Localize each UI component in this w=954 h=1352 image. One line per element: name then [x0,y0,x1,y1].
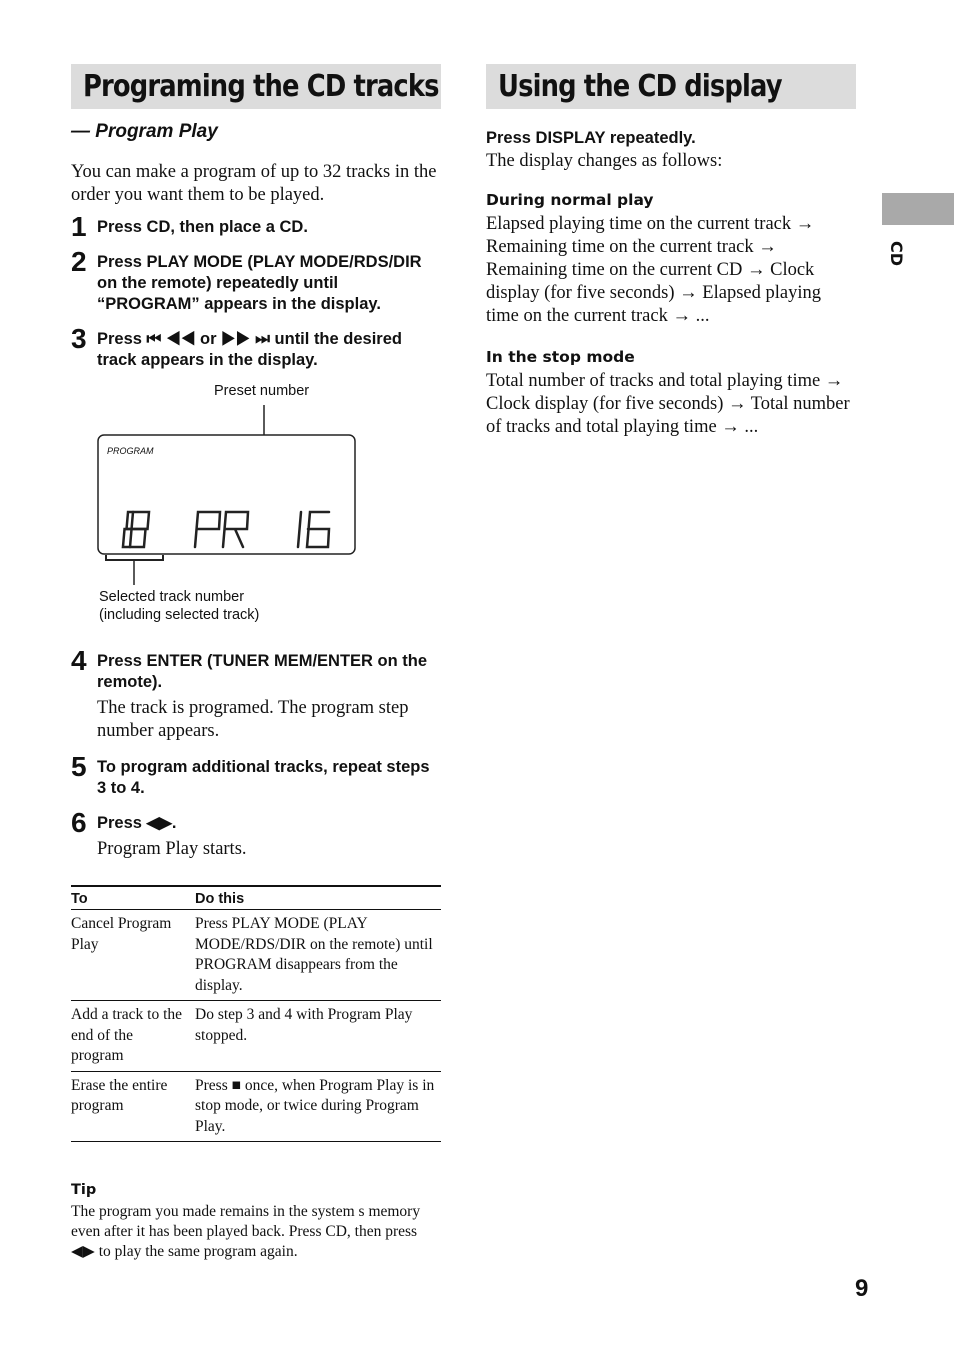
table-cell: Erase the entire program [71,1071,195,1142]
page-number: 9 [855,1275,869,1302]
step-number: 3 [71,323,87,354]
step-instruction: Press ⏮ ◀◀ or ▶▶ ⏭ until the desired track appears in the display. [97,330,402,369]
step-instruction: Press PLAY MODE (PLAY MODE/RDS/DIR on the remote) repeatedly until “PROGRAM” appears in the display. [97,253,422,313]
step-6 [71,807,441,861]
normal-play-sequence: Elapsed playing time on the current track → Remaining time on the current track → Remaining time on the current CD → Clock display (for five seconds) → Elapsed playing time on the current track → ... [486,214,821,326]
table-row [71,1071,441,1142]
table-header-to: To [71,886,195,910]
step-2 [71,246,441,315]
display-changes-text: The display changes as follows: [486,151,723,171]
tip-text: The program you made remains in the system s memory even after it has been played back. Press CD, then press ◀▶ to play the same program again. [71,1203,421,1260]
selected-track-label-line1: Selected track number [99,589,245,605]
section-title-cd-display: Using the CD display [486,64,856,109]
step-description: The track is programed. The program step number appears. [97,698,409,741]
table-header-row [71,886,441,910]
selected-track-label-line2: (including selected track) [99,607,260,623]
step-description: Program Play starts. [97,839,247,859]
lcd-program-indicator: PROGRAM [107,446,154,456]
press-display-instruction: Press DISPLAY repeatedly. [486,129,696,147]
step-instruction: Press CD, then place a CD. [97,218,308,236]
step-1 [71,211,441,242]
section-subtitle: — Program Play [71,121,218,142]
section-title-programing: Programing the CD tracks [71,64,441,109]
program-operations-table [71,885,441,1142]
table-row [71,910,441,1001]
chapter-label: CD [887,241,906,267]
step-instruction: To program additional tracks, repeat steps 3 to 4. [97,758,430,797]
intro-paragraph: You can make a program of up to 32 tracks in the order you want them to be played. [71,162,437,205]
step-3 [71,323,441,371]
table-cell: Do step 3 and 4 with Program Play stopped. [195,1001,441,1072]
stop-mode-heading: In the stop mode [486,348,635,366]
step-instruction: Press ◀▶. [97,814,177,832]
chapter-tab [882,193,954,225]
table-cell: Add a track to the end of the program [71,1001,195,1072]
step-instruction: Press ENTER (TUNER MEM/ENTER on the remote). [97,652,428,691]
preset-number-label: Preset number [214,383,310,399]
step-number: 4 [71,645,87,676]
lcd-display-diagram [71,375,441,643]
step-number: 2 [71,246,87,277]
table-cell: Press PLAY MODE (PLAY MODE/RDS/DIR on the remote) until PROGRAM disappears from the display. [195,910,441,1001]
step-5 [71,751,441,799]
step-number: 6 [71,807,87,838]
left-column [71,64,441,1262]
step-number: 1 [71,211,87,242]
table-cell: Press ■ once, when Program Play is in stop mode, or twice during Program Play. [195,1071,441,1142]
step-4 [71,645,441,743]
stop-mode-sequence: Total number of tracks and total playing time → Clock display (for five seconds) → Total number of tracks and total playing time → ... [486,371,850,437]
step-number: 5 [71,751,87,782]
table-header-do-this: Do this [195,886,441,910]
table-row [71,1001,441,1072]
selected-track-label [99,588,259,624]
tip-heading: Tip [71,1182,97,1198]
table-cell: Cancel Program Play [71,910,195,1001]
normal-play-heading: During normal play [486,191,654,209]
right-column [486,64,856,439]
